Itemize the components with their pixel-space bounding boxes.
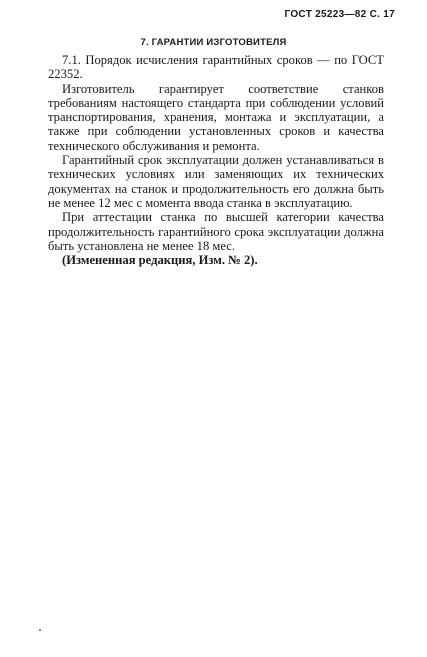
paragraph-manufacturer-guarantee: Изготовитель гарантирует соответствие станков требованиям настоящего стандарта при соблюдении условий транспортирования, хранения, монтажа и эксплуатации, а также при соблюдении установленных сроков и качества технического обслуживания и ремонта.	[48, 81, 384, 153]
amendment-note: (Измененная редакция, Изм. № 2).	[62, 253, 258, 268]
document-body	[48, 53, 384, 267]
section-title: 7. ГАРАНТИИ ИЗГОТОВИТЕЛЯ	[140, 37, 287, 48]
scan-dot	[39, 629, 41, 631]
paragraph-7-1: 7.1. Порядок исчисления гарантийных сроков — по ГОСТ 22352.	[48, 53, 384, 82]
page-header: ГОСТ 25223—82 С. 17	[284, 9, 395, 20]
paragraph-highest-category: При аттестации станка по высшей категории качества продолжительность гарантийного срока эксплуатации должна быть установлена не менее 18 мес.	[48, 210, 384, 253]
paragraph-warranty-period: Гарантийный срок эксплуатации должен устанавливаться в технических условиях или заменяющих их технических документах на станок и продолжительность его должна быть не менее 12 мес с момента ввода станка в эксплуатацию.	[48, 153, 384, 210]
